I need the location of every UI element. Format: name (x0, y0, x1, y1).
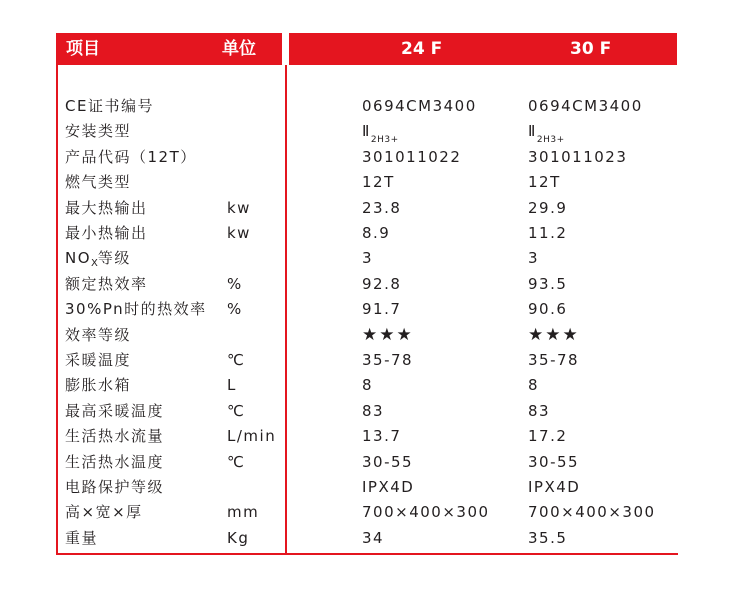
value-30f: 3 (528, 249, 540, 268)
value-24f: IPX4D (362, 478, 415, 496)
table-row (0, 94, 750, 119)
header-30f: 30 F (570, 39, 612, 59)
value-24f: 92.8 (362, 274, 402, 293)
value-30f: 93.5 (528, 274, 568, 293)
table-row (0, 399, 750, 424)
value-30f: ★★★ (528, 324, 580, 345)
header-24f: 24 F (401, 39, 443, 59)
row-name: 最高采暖温度 (65, 401, 165, 420)
value-30f: IPX4D (528, 478, 581, 496)
value-30f: 11.2 (528, 224, 568, 242)
table-row (0, 475, 750, 500)
row-unit: Kg (227, 528, 250, 547)
value-30f: 301011023 (528, 147, 628, 166)
row-name: 膨胀水箱 (65, 376, 132, 395)
value-30f: 35.5 (528, 528, 568, 547)
value-24f: 3 (362, 249, 374, 268)
value-30f: 12T (528, 173, 561, 192)
header-unit: 单位 (222, 39, 256, 59)
value-24f: 8 (362, 376, 374, 395)
table-row (0, 170, 750, 195)
row-unit: ℃ (227, 401, 246, 420)
value-24f: 23.8 (362, 198, 402, 217)
table-row (0, 450, 750, 475)
table-row (0, 373, 750, 398)
value-24f: 8.9 (362, 224, 391, 242)
value-24f: 12T (362, 173, 395, 192)
value-24f: $Ⅱ_{2H3+}$ (362, 122, 399, 146)
row-name: 生活热水温度 (65, 452, 165, 471)
value-24f: 700×400×300 (362, 503, 490, 522)
table-row (0, 272, 750, 297)
table-row (0, 119, 750, 144)
value-30f: 17.2 (528, 427, 568, 446)
table-row (0, 500, 750, 525)
row-unit: ℃ (227, 452, 246, 471)
value-30f: 29.9 (528, 198, 568, 217)
row-name: $NO_X$等级 (65, 249, 131, 270)
value-24f: 34 (362, 528, 385, 547)
row-name: CE证书编号 (65, 97, 154, 115)
table-row (0, 246, 750, 271)
table-row (0, 196, 750, 221)
row-unit: ℃ (227, 351, 246, 369)
table-row (0, 221, 750, 246)
row-name: 效率等级 (65, 325, 132, 344)
row-name: 产品代码（12T） (65, 147, 197, 166)
row-name: 生活热水流量 (65, 427, 165, 446)
row-unit: % (227, 300, 243, 319)
row-unit: L (227, 376, 237, 395)
table-row (0, 424, 750, 449)
row-name: 最小热输出 (65, 224, 148, 242)
row-name: 燃气类型 (65, 173, 132, 192)
row-name: 额定热效率 (65, 274, 148, 293)
value-30f: 0694CM3400 (528, 97, 643, 115)
table-row (0, 348, 750, 373)
row-name: 高×宽×厚 (65, 503, 143, 522)
row-name: 30%Pn时的热效率 (65, 300, 207, 319)
row-unit: L/min (227, 427, 277, 446)
row-name: 重量 (65, 528, 99, 547)
row-unit: % (227, 274, 243, 293)
value-24f: 91.7 (362, 300, 402, 319)
row-unit: kw (227, 198, 251, 217)
row-name: 电路保护等级 (65, 478, 165, 496)
table-row (0, 323, 750, 348)
table-row (0, 145, 750, 170)
row-unit: kw (227, 224, 251, 242)
value-24f: 301011022 (362, 147, 462, 166)
value-30f: 35-78 (528, 351, 580, 369)
value-24f: 83 (362, 401, 385, 420)
row-name: 安装类型 (65, 122, 132, 141)
value-30f: 90.6 (528, 300, 568, 319)
value-24f: ★★★ (362, 324, 414, 345)
value-24f: 0694CM3400 (362, 97, 477, 115)
row-name: 最大热输出 (65, 198, 148, 217)
table-row (0, 526, 750, 551)
value-30f: 30-55 (528, 452, 580, 471)
row-name: 采暖温度 (65, 351, 132, 369)
value-30f: 83 (528, 401, 551, 420)
value-24f: 30-55 (362, 452, 414, 471)
table-row (0, 297, 750, 322)
value-30f: 700×400×300 (528, 503, 656, 522)
row-unit: mm (227, 503, 260, 522)
value-30f: 8 (528, 376, 540, 395)
value-24f: 13.7 (362, 427, 402, 446)
value-30f: $Ⅱ_{2H3+}$ (528, 122, 565, 146)
value-24f: 35-78 (362, 351, 414, 369)
header-item: 项目 (66, 39, 100, 59)
